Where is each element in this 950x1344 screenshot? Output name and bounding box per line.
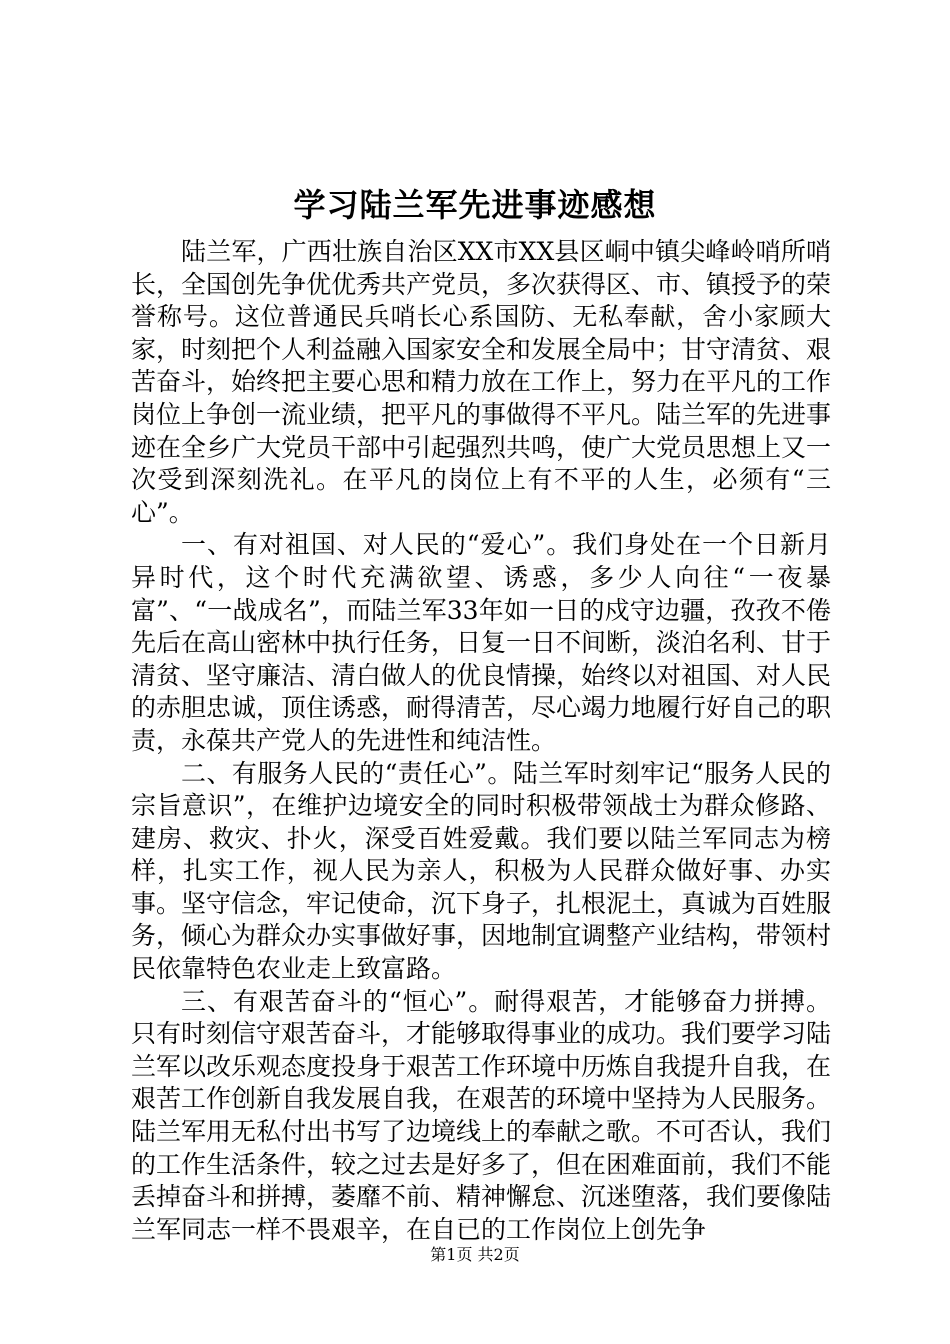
paragraph-perseverance: 三、有艰苦奋斗的“恒心”。耐得艰苦，才能够奋力拼搏。只有时刻信守艰苦奋斗，才能够取得事业的成功。我们要学习陆兰军以改乐观态度投身于艰苦工作环境中历炼自我提升自我，在艰苦工作创新自我发展自我，在艰苦的环境中坚持为人民服务。陆兰军用无私付出书写了边境线上的奉献之歌。不可否认，我们的工作生活条件，较之过去是好多了，但在困难面前，我们不能丢掉奋斗和拼搏，萎靡不前、精神懈怠、沉迷堕落，我们要像陆兰军同志一样不畏艰辛，在自已的工作岗位上创先争 <box>131 986 832 1244</box>
document-title: 学习陆兰军先进事迹感想 <box>293 186 657 224</box>
paragraph-intro: 陆兰军，广西壮族自治区XX市XX县区峒中镇尖峰岭哨所哨长，全国创先争优优秀共产党员，多次获得区、市、镇授予的荣誉称号。这位普通民兵哨长心系国防、无私奉献，舍小家顾大家，时刻把个人利益融入国家安全和发展全局中；甘守清贫、艰苦奋斗，始终把主要心思和精力放在工作上，努力在平凡的工作岗位上争创一流业绩，把平凡的事做得不平凡。陆兰军的先进事迹在全乡广大党员干部中引起强烈共鸣，使广大党员思想上又一次受到深刻洗礼。在平凡的岗位上有不平的人生，必须有“三心”。 <box>131 237 832 527</box>
paragraph-responsibility: 二、有服务人民的“责任心”。陆兰军时刻牢记“服务人民的宗旨意识”，在维护边境安全的同时积极带领战士为群众修路、建房、救灾、扑火，深受百姓爱戴。我们要以陆兰军同志为榜样，扎实工作，视人民为亲人，积极为人民群众做好事、办实事。坚守信念，牢记使命，沉下身子，扎根泥土，真诚为百姓服务，倾心为群众办实事做好事，因地制宜调整产业结构，带领村民依靠特色农业走上致富路。 <box>131 758 832 984</box>
paragraph-love: 一、有对祖国、对人民的“爱心”。我们身处在一个日新月异时代，这个时代充满欲望、诱惑，多少人向往“一夜暴富”、“一战成名”，而陆兰军33年如一日的戍守边疆，孜孜不倦先后在高山密林中执行任务，日复一日不间断，淡泊名利、甘于清贫、坚守廉洁、清白做人的优良情操，始终以对祖国、对人民的赤胆忠诚，顶住诱惑，耐得清苦，尽心竭力地履行好自己的职责，永葆共产党人的先进性和纯洁性。 <box>131 530 832 755</box>
page-number-footer: 第1页 共2页 <box>430 1245 520 1264</box>
document-body <box>131 236 831 1246</box>
